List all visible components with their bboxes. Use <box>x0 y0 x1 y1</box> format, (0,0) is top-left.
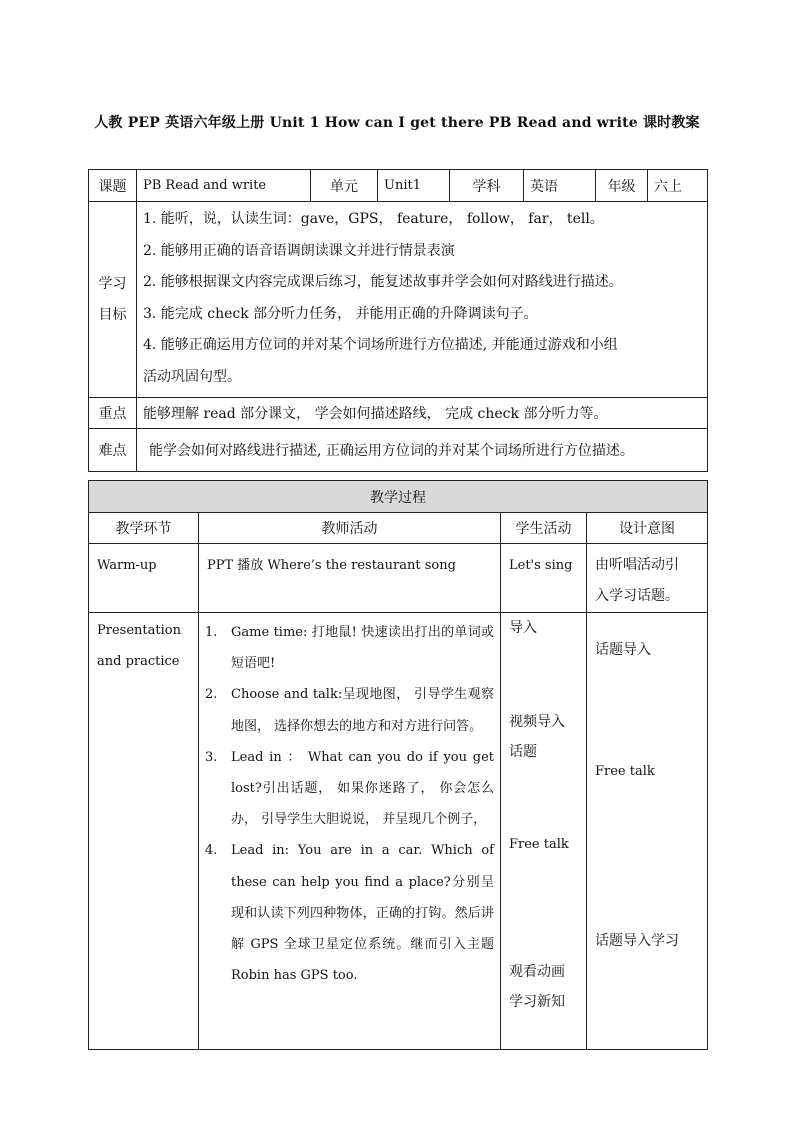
presentation-stage <box>89 613 199 1050</box>
item-text: Choose and talk:呈现地图， 引导学生观察地图， 选择你想去的地方和对方进行问答。 <box>231 687 494 734</box>
design-intent: 话题导入学习 <box>595 933 679 949</box>
header-teacher: 教师活动 <box>199 513 501 544</box>
student-activity: 导入 <box>509 620 537 636</box>
student-activity: Free talk <box>509 837 569 852</box>
grade-label: 年级 <box>596 170 648 202</box>
item-text: Lead in: You are in a car. Which of these can help you find a place?分别呈现和认读下列四种物体，正确的打钩。然后讲解 GPS 全球卫星定位系统。继而引入主题 Robin has GPS too. <box>231 843 494 984</box>
key-points-label: 重点 <box>89 398 137 429</box>
header-student: 学生活动 <box>501 513 587 544</box>
goals-label-line2: 目标 <box>98 306 127 323</box>
teaching-process-table <box>88 480 708 1050</box>
goal-item: 活动巩固句型。 <box>143 368 241 385</box>
goals-label <box>89 202 137 398</box>
design-intent: 话题导入 <box>595 642 651 658</box>
header-stage: 教学环节 <box>89 513 199 544</box>
goal-item: 3. 能完成 check 部分听力任务， 并能用正确的升降调读句子。 <box>143 305 538 322</box>
warmup-student: Let's sing <box>501 544 587 613</box>
presentation-teacher <box>199 613 501 1050</box>
presentation-student <box>501 613 587 1050</box>
unit-label: 单元 <box>311 170 378 202</box>
topic-label: 课题 <box>89 170 137 202</box>
item-text: Game time: 打地鼠! 快速读出打出的单词或短语吧! <box>231 625 494 672</box>
goal-item: 2. 能够根据课文内容完成课后练习，能复述故事并学会如何对路线进行描述。 <box>143 274 623 290</box>
list-item <box>201 617 494 679</box>
item-text: Lead in ： What can you do if you get lost?引出话题， 如果你迷路了， 你会怎么办， 引导学生大胆说说， 并呈现几个例子， <box>231 749 494 828</box>
warmup-teacher: PPT 播放 Where’s the restaurant song <box>199 544 501 613</box>
presentation-stage-line1: Presentation <box>97 623 181 638</box>
topic-value: PB Read and write <box>137 170 311 202</box>
list-item <box>201 679 494 741</box>
warmup-design-line2: 入学习话题。 <box>595 588 679 604</box>
warmup-design <box>587 544 708 613</box>
subject-value: 英语 <box>524 170 596 202</box>
goal-item: 1. 能听，说，认读生词：gave，GPS， feature， follow， far， tell。 <box>143 211 604 227</box>
grade-value: 六上 <box>648 170 708 202</box>
document-title: 人教 PEP 英语六年级上册 Unit 1 How can I get there PB Read and write 课时教案 <box>94 115 700 131</box>
student-activity: 视频导入 <box>509 714 565 730</box>
lesson-info-table <box>88 169 708 472</box>
item-number: 1. <box>205 625 218 640</box>
design-intent: Free talk <box>595 764 655 779</box>
presentation-design <box>587 613 708 1050</box>
student-activity: 学习新知 <box>509 994 565 1010</box>
difficult-points-label: 难点 <box>89 429 137 472</box>
teacher-activity-list <box>201 617 494 991</box>
student-activity: 观看动画 <box>509 964 565 980</box>
difficult-points-text: 能学会如何对路线进行描述, 正确运用方位词的并对某个词场所进行方位描述。 <box>137 429 708 472</box>
goals-label-line1: 学习 <box>98 275 127 292</box>
item-number: 3. <box>205 749 218 765</box>
presentation-stage-line2: and practice <box>97 654 180 669</box>
subject-label: 学科 <box>450 170 524 202</box>
goals-content <box>137 202 708 398</box>
item-number: 4. <box>205 843 218 859</box>
item-number: 2. <box>205 687 218 703</box>
key-points-text: 能够理解 read 部分课文， 学会如何描述路线， 完成 check 部分听力等。 <box>137 398 708 429</box>
warmup-design-line1: 由听唱活动引 <box>595 557 679 573</box>
header-design: 设计意图 <box>587 513 708 544</box>
process-band-title: 教学过程 <box>89 481 708 513</box>
list-item <box>201 835 494 991</box>
list-item <box>201 742 494 836</box>
goal-item: 2. 能够用正确的语音语调朗读课文并进行情景表演 <box>143 242 455 259</box>
goal-item: 4. 能够正确运用方位词的并对某个词场所进行方位描述, 并能通过游戏和小组 <box>143 337 618 353</box>
unit-value: Unit1 <box>378 170 450 202</box>
student-activity: 话题 <box>509 744 537 760</box>
warmup-stage: Warm-up <box>89 544 199 613</box>
